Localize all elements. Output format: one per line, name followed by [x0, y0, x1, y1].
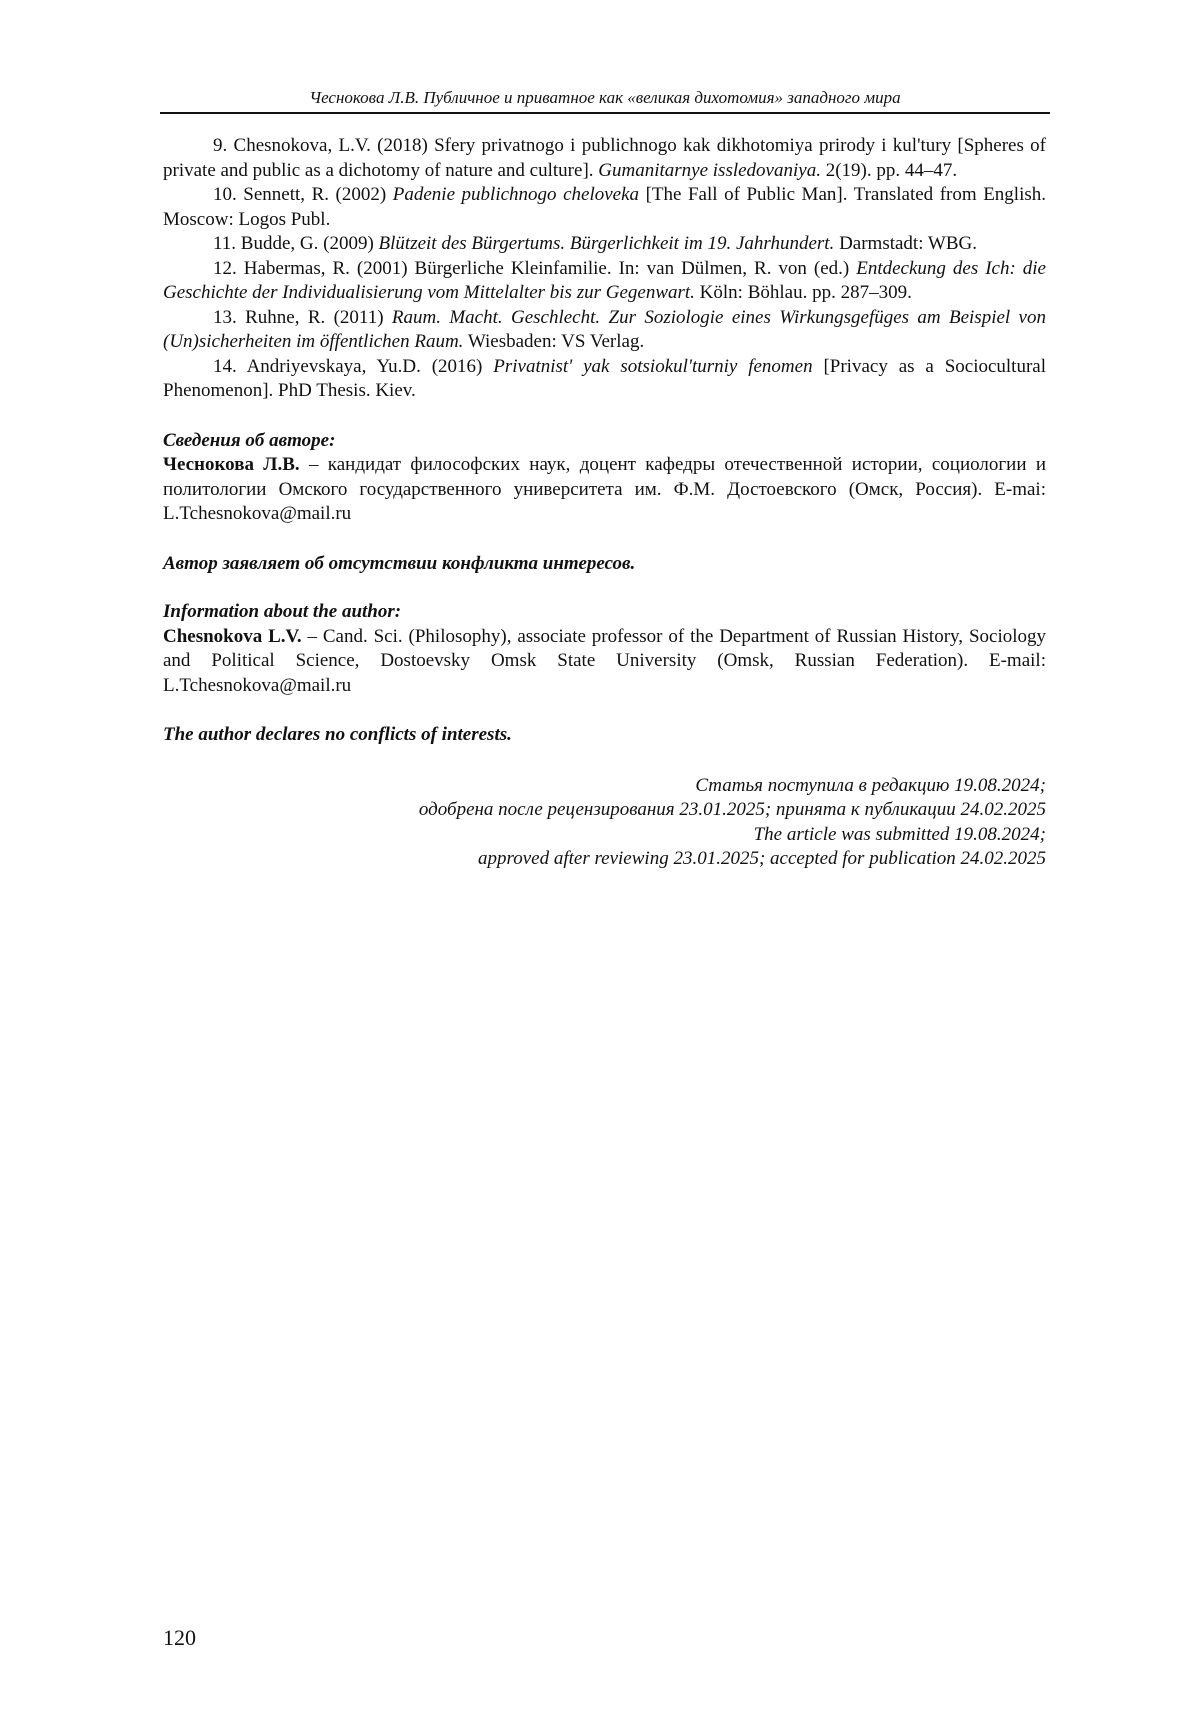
conflict-statement-ru: Автор заявляет об отсутствии конфликта интересов.	[163, 552, 636, 574]
date-line-en-approved: approved after reviewing 23.01.2025; accepted for publication 24.02.2025	[478, 848, 1046, 869]
author-info-ru-heading: Сведения об авторе:	[163, 429, 336, 451]
date-line-ru-submitted: Статья поступила в редакцию 19.08.2024;	[695, 774, 1046, 796]
reference-item: 9. Chesnokova, L.V. (2018) Sfery privatnogo i publichnogo kak dikhotomiya prirody i kul'tury [Spheres of private and public as a dichotomy of nature and culture]. Gumanitarnye issledovaniya. 2(19). pp. 44–47.	[163, 135, 1046, 181]
author-info-ru	[163, 429, 1046, 527]
author-name-en: Chesnokova L.V.	[163, 625, 302, 647]
author-info-ru-text: Чеснокова Л.В. – кандидат философских наук, доцент кафедры отечественной истории, социологии и политологии Омского государственного университета им. Ф.М. Достоевского (Омск, Россия). E-mai: L.Tchesnokova@mail.ru	[163, 454, 1046, 524]
author-name-ru: Чеснокова Л.В.	[163, 454, 300, 475]
running-head: Чеснокова Л.В. Публичное и приватное как «великая дихотомия» западного мира	[309, 88, 901, 107]
date-line-ru-approved: одобрена после рецензирования 23.01.2025; принята к публикации 24.02.2025	[418, 799, 1046, 820]
reference-item: 13. Ruhne, R. (2011) Raum. Macht. Geschlecht. Zur Soziologie eines Wirkungsgefüges am Beispiel von (Un)sicherheiten im öffentlichen Raum. Wiesbaden: VS Verlag.	[163, 306, 1046, 352]
reference-item: 12. Habermas, R. (2001) Bürgerliche Kleinfamilie. In: van Dülmen, R. von (ed.) Entdeckung des Ich: die Geschichte der Individualisierung vom Mittelalter bis zur Gegenwart. Köln: Böhlau. pp. 287–309.	[163, 257, 1046, 303]
header-rule	[160, 112, 1050, 114]
reference-item: 10. Sennett, R. (2002) Padenie publichnogo cheloveka [The Fall of Public Man]. Translated from English. Moscow: Logos Publ.	[163, 184, 1046, 230]
page-content	[163, 134, 1046, 872]
author-info-en-text: Chesnokova L.V. – Cand. Sci. (Philosophy), associate professor of the Department of Russian History, Sociology and Political Science, Dostoevsky Omsk State University (Omsk, Russian Federation). E-mail: L.Tchesnokova@mail.ru	[163, 625, 1046, 696]
reference-list	[163, 134, 1046, 404]
date-line-en-submitted: The article was submitted 19.08.2024;	[753, 823, 1046, 845]
author-info-en	[163, 600, 1046, 698]
conflict-statement-en: The author declares no conflicts of interests.	[163, 724, 512, 745]
author-info-en-heading: Information about the author:	[163, 601, 402, 622]
article-dates	[163, 774, 1046, 872]
reference-item: 11. Budde, G. (2009) Blützeit des Bürgertums. Bürgerlichkeit im 19. Jahrhundert. Darmstadt: WBG.	[213, 233, 977, 254]
reference-item: 14. Andriyevskaya, Yu.D. (2016) Privatnist' yak sotsiokul'turniy fenomen [Privacy as a Sociocultural Phenomenon]. PhD Thesis. Kiev.	[163, 355, 1047, 401]
page-number: 120	[163, 1625, 196, 1650]
